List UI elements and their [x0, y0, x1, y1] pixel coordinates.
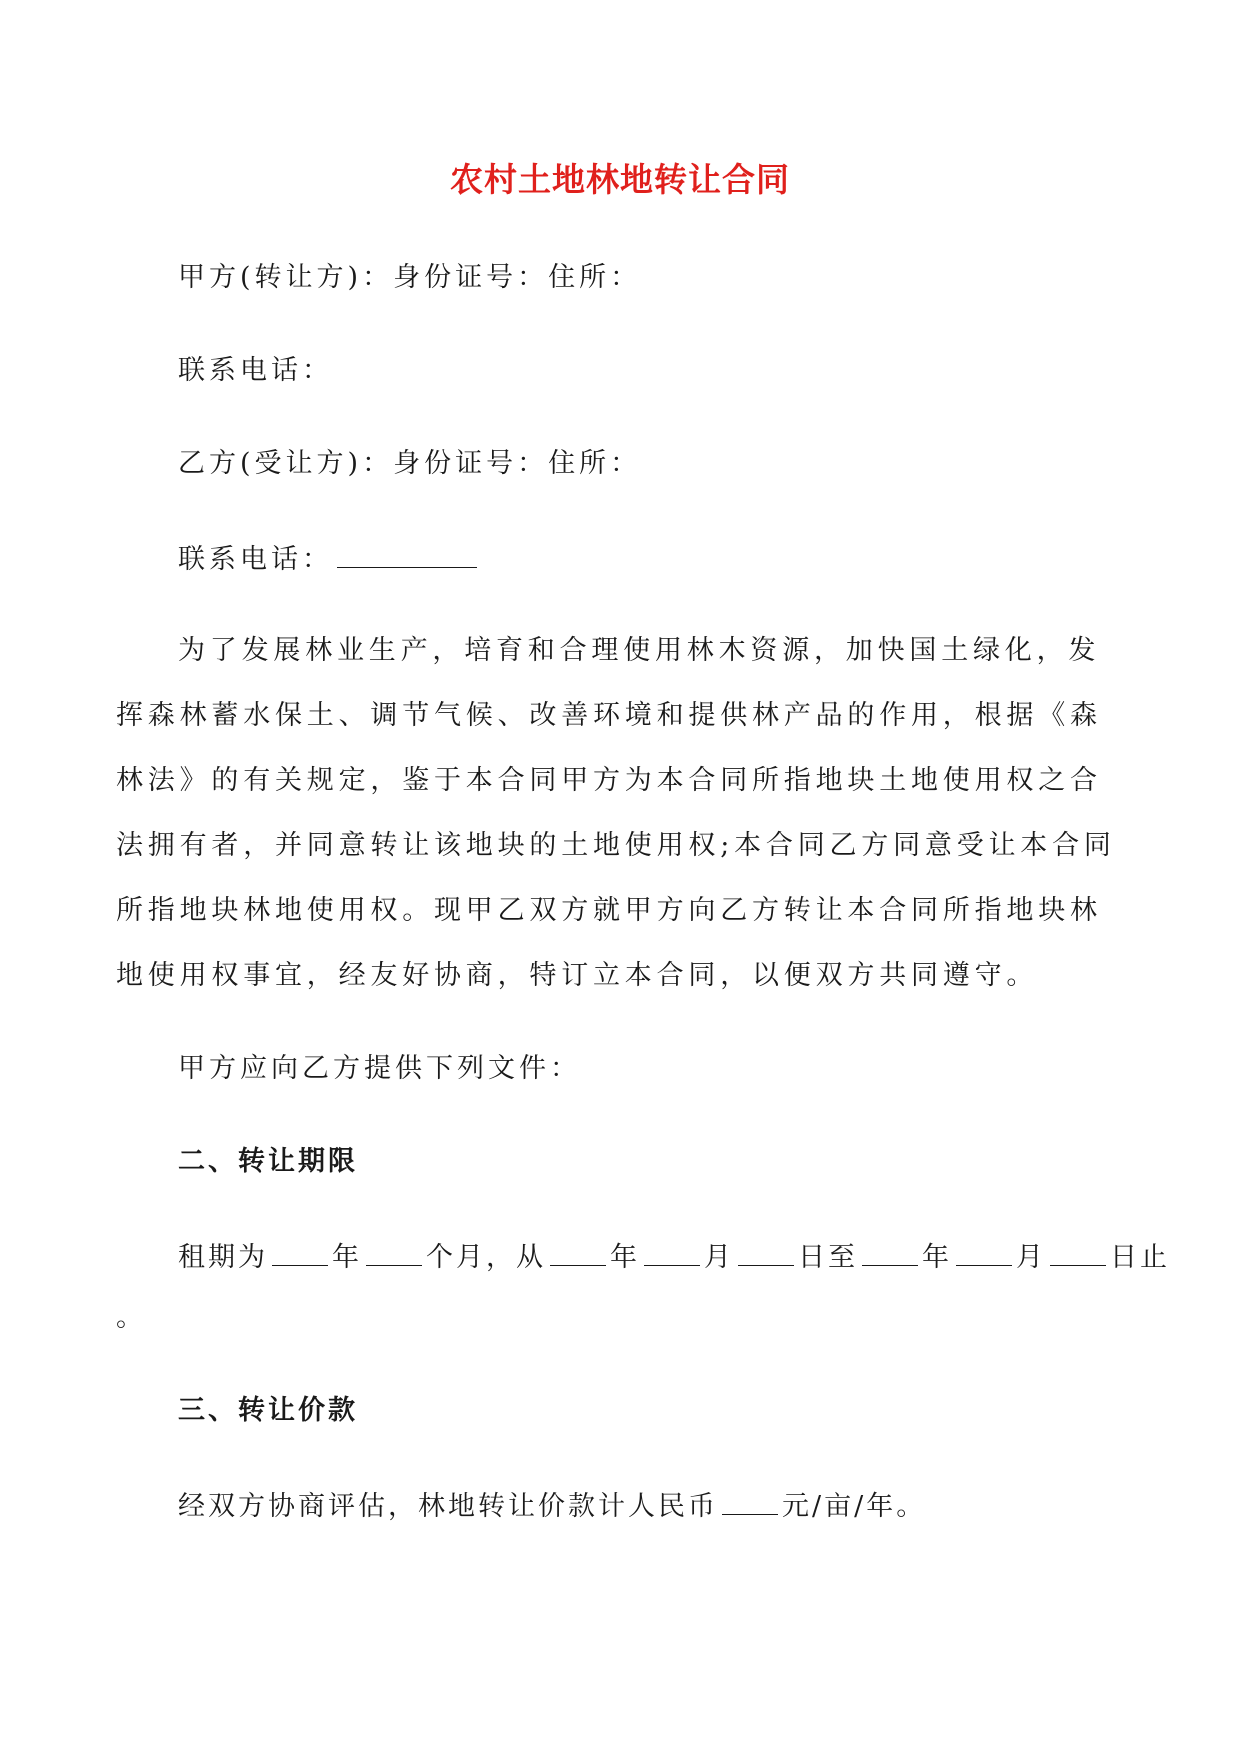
term-day2: 日至	[798, 1242, 858, 1273]
term-blank	[738, 1235, 794, 1266]
document-title: 农村土地林地转让合同	[450, 160, 790, 199]
term-line	[178, 1235, 1170, 1278]
price-line	[178, 1484, 926, 1527]
section-2-heading: 二、转让期限	[178, 1146, 358, 1177]
party-b-phone-label: 联系电话：	[178, 544, 333, 575]
party-b-line: 乙方(受让方)：身份证号：住所：	[178, 448, 642, 479]
term-blank	[644, 1235, 700, 1266]
term-blank	[956, 1235, 1012, 1266]
term-blank	[1050, 1235, 1106, 1266]
term-year1: 年	[332, 1242, 362, 1273]
term-blank	[272, 1235, 328, 1266]
documents-line: 甲方应向乙方提供下列文件：	[178, 1053, 581, 1084]
price-prefix: 经双方协商评估，林地转让价款计人民币	[178, 1491, 718, 1522]
party-b-phone	[178, 537, 481, 580]
preamble-paragraph: 为了发展林业生产，培育和合理使用林木资源，加快国土绿化，发挥森林蓄水保土、调节气候、改善环境和提供林产品的作用，根据《森林法》的有关规定，鉴于本合同甲方为本合同所指地块土地使用权之合法拥有者，并同意转让该地块的土地使用权;本合同乙方同意受让本合同所指地块林地使用权。现甲乙双方就甲方向乙方转让本合同所指地块林地使用权事宜，经友好协商，特订立本合同，以便双方共同遵守。	[116, 635, 1116, 991]
term-prefix: 租期为	[178, 1242, 268, 1273]
term-year3: 年	[922, 1242, 952, 1273]
term-year2: 年	[610, 1242, 640, 1273]
term-tail: 。	[116, 1302, 143, 1333]
party-a-line: 甲方(转让方)：身份证号：住所：	[178, 262, 642, 293]
term-month2: 月	[704, 1242, 734, 1273]
party-a-phone: 联系电话：	[178, 355, 333, 386]
price-blank	[722, 1484, 778, 1515]
term-months: 个月，从	[426, 1242, 546, 1273]
term-blank	[550, 1235, 606, 1266]
price-suffix: 元/亩/年。	[782, 1491, 927, 1522]
term-blank	[862, 1235, 918, 1266]
term-month3: 月	[1016, 1242, 1046, 1273]
term-day3: 日止	[1110, 1242, 1170, 1273]
term-blank	[366, 1235, 422, 1266]
section-3-heading: 三、转让价款	[178, 1395, 358, 1426]
phone-blank	[337, 537, 477, 568]
